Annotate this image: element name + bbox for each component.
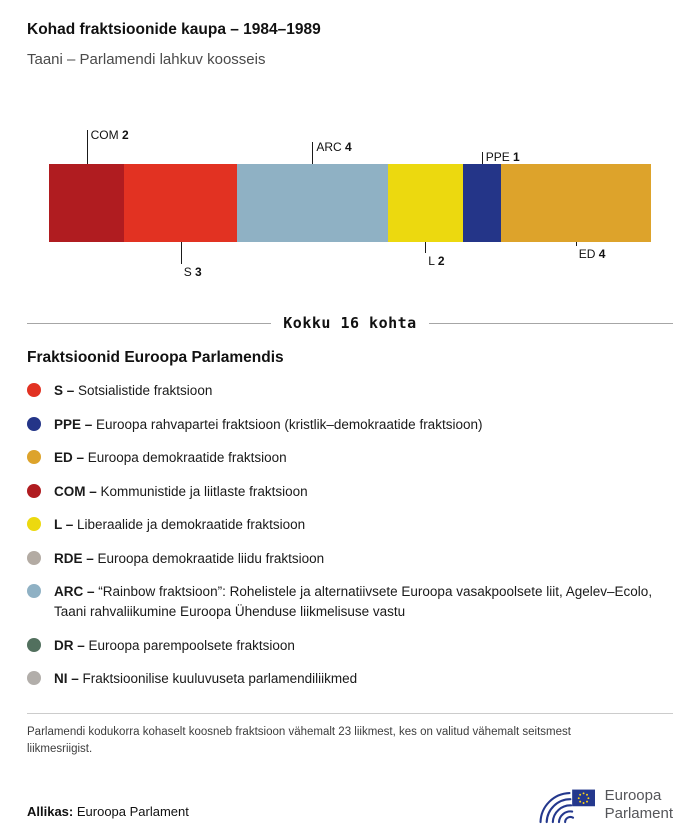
europarl-logo-text: [605, 787, 673, 822]
legend-dot-l: [27, 517, 41, 531]
legend-heading: Fraktsioonid Euroopa Parlamendis: [27, 349, 284, 366]
bar-segment-ppe[interactable]: [463, 164, 501, 242]
legend-item-ni: [27, 669, 673, 689]
label-tick: [87, 130, 88, 164]
legend-dot-ppe: [27, 417, 41, 431]
legend-item-dr: [27, 636, 673, 656]
legend-dot-dr: [27, 638, 41, 652]
europarl-logo-icon: [537, 785, 595, 824]
bar-label-text: L 2: [428, 254, 445, 268]
divider-line-right: [429, 323, 673, 324]
legend-dot-rde: [27, 551, 41, 565]
label-tick: [576, 242, 577, 246]
legend-list: [27, 381, 673, 689]
bar-label-text: ED 4: [578, 247, 606, 261]
legend-item-l: [27, 515, 673, 535]
legend-label-arc: ARC – “Rainbow fraktsioon”: Rohelistele ja alternatiivsete Euroopa vasakpoolsete liit, Agelev–Ecolo, Taani rahvaliikumine Euroopa Ühenduse liikmelisuse vastu: [54, 584, 653, 619]
source-label: Allikas:: [27, 804, 74, 819]
bar-label-text: S 3: [183, 265, 202, 279]
legend-dot-com: [27, 484, 41, 498]
bar-segment-l[interactable]: [388, 164, 463, 242]
logo-line2: Parlament: [604, 804, 673, 822]
label-tick: [482, 152, 483, 164]
total-label: Kokku 16 kohta: [283, 314, 417, 332]
bar-segment-com[interactable]: [49, 164, 124, 242]
legend-label-l: L – Liberaalide ja demokraatide fraktsioon: [54, 517, 306, 533]
label-tick: [181, 242, 182, 264]
legend-item-ed: [27, 448, 673, 468]
legend-dot-ni: [27, 671, 41, 685]
bar-segment-ed[interactable]: [501, 164, 652, 242]
legend-label-dr: DR – Euroopa parempoolsete fraktsioon: [54, 637, 295, 653]
total-divider: [27, 314, 673, 332]
divider-line-left: [27, 323, 271, 324]
bar-label-text: ARC 4: [316, 140, 352, 154]
page-subtitle: Taani – Parlamendi lahkuv koosseis: [27, 51, 266, 68]
source-line: [27, 804, 189, 824]
footnote-divider: [27, 713, 673, 714]
label-tick: [425, 242, 426, 253]
legend-dot-arc: [27, 584, 41, 598]
footnote: Parlamendi kodukorra kohaselt koosneb fraktsioon vähemalt 23 liikmest, kes on valitud vähemalt seitsmest liikmesriigist.: [27, 725, 571, 756]
stacked-bar: [49, 128, 651, 279]
label-tick: [312, 142, 313, 164]
legend-label-s: S – Sotsialistide fraktsioon: [54, 383, 213, 398]
europarl-logo: [537, 785, 673, 824]
legend-label-ppe: PPE – Euroopa rahvapartei fraktsioon (kristlik–demokraatide fraktsioon): [54, 416, 483, 432]
legend-dot-s: [27, 383, 41, 397]
legend-item-s: [27, 381, 673, 401]
legend-item-rde: [27, 549, 673, 569]
legend-label-rde: RDE – Euroopa demokraatide liidu fraktsioon: [54, 550, 325, 566]
bottom-row: [27, 785, 673, 824]
legend-label-com: COM – Kommunistide ja liitlaste fraktsioon: [54, 483, 308, 499]
bar-label-text: COM 2: [90, 128, 129, 142]
legend-dot-ed: [27, 450, 41, 464]
logo-line1: Euroopa: [604, 787, 662, 805]
legend-label-ni: NI – Fraktsioonilise kuuluvuseta parlamendiliikmed: [54, 671, 358, 687]
page-title: Kohad fraktsioonide kaupa – 1984–1989: [27, 21, 321, 38]
bar-label-text: PPE 1: [485, 150, 520, 164]
legend-label-ed: ED – Euroopa demokraatide fraktsioon: [54, 450, 287, 466]
bar-segment-arc[interactable]: [237, 164, 388, 242]
legend-item-arc: [27, 582, 673, 621]
legend-item-ppe: [27, 415, 673, 435]
source-value: Euroopa Parlament: [73, 804, 189, 819]
bar-segment-s[interactable]: [124, 164, 237, 242]
seats-chart: [49, 128, 651, 279]
legend-item-com: [27, 482, 673, 502]
